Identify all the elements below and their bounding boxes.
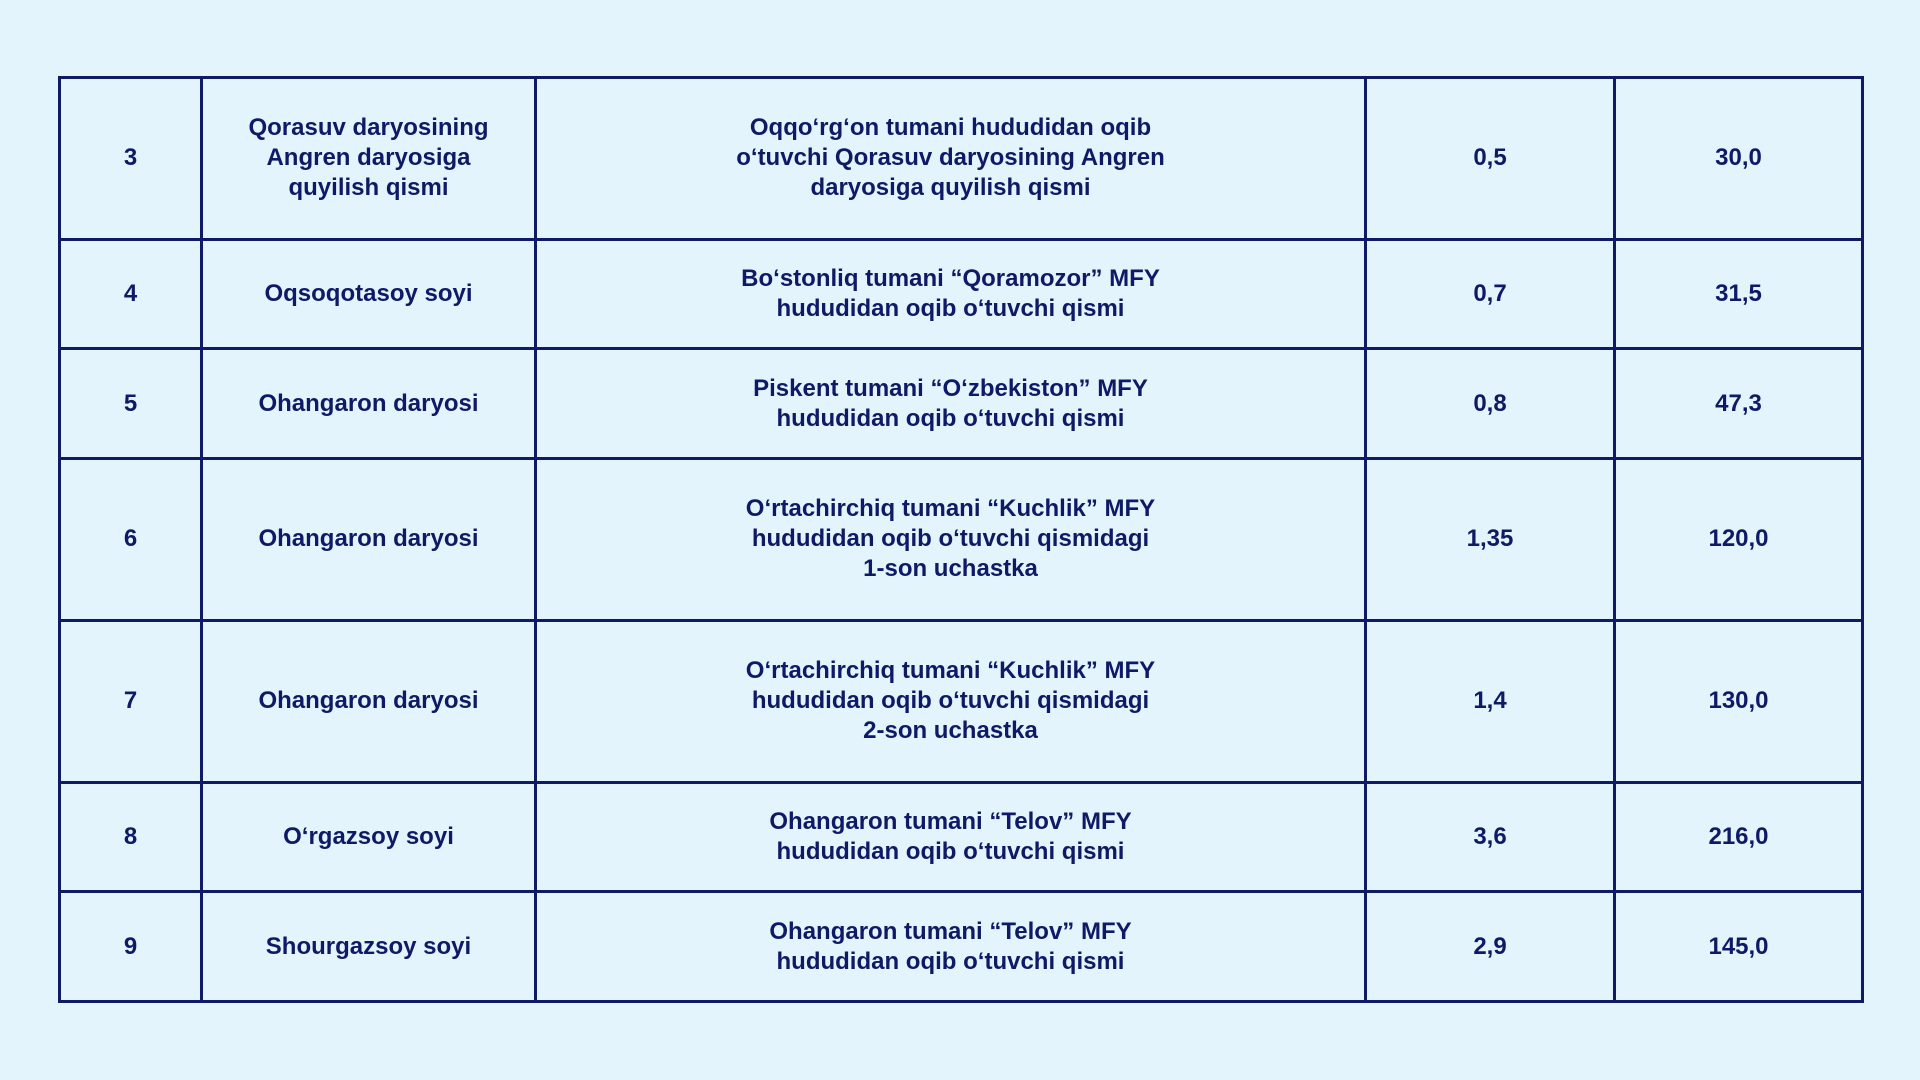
water-body-name-line: Angren daryosiga: [266, 144, 471, 172]
value-cell: 3,6: [1366, 782, 1615, 892]
location-cell: [536, 892, 1366, 1002]
amount-cell: 120,0: [1615, 459, 1863, 621]
row-number-cell: 3: [60, 78, 202, 240]
water-body-name-line: Qorasuv daryosining: [248, 114, 489, 142]
water-body-name-cell: [202, 892, 536, 1002]
location-line: hududidan oqib o‘tuvchi qismi: [776, 404, 1125, 432]
water-body-name-cell: [202, 239, 536, 349]
water-body-name-cell: [202, 349, 536, 459]
row-number-cell: 5: [60, 349, 202, 459]
location-cell: [536, 459, 1366, 621]
water-bodies-table: [58, 76, 1864, 1003]
location-line: o‘tuvchi Qorasuv daryosining Angren: [736, 144, 1165, 172]
table-row: [60, 782, 1863, 892]
location-cell: [536, 349, 1366, 459]
table-row: [60, 239, 1863, 349]
water-body-name-line: Ohangaron daryosi: [258, 525, 479, 553]
location-line: Piskent tumani “O‘zbekiston” MFY: [753, 374, 1148, 402]
location-line: Bo‘stonliq tumani “Qoramozor” MFY: [741, 265, 1160, 293]
amount-cell: 216,0: [1615, 782, 1863, 892]
water-body-name-cell: [202, 782, 536, 892]
value-cell: 1,4: [1366, 620, 1615, 782]
location-line: Ohangaron tumani “Telov” MFY: [769, 808, 1132, 836]
location-line: hududidan oqib o‘tuvchi qismi: [776, 947, 1125, 975]
value-cell: 0,5: [1366, 78, 1615, 240]
table-row: [60, 620, 1863, 782]
location-line: 2-son uchastka: [863, 717, 1038, 745]
amount-cell: 130,0: [1615, 620, 1863, 782]
location-line: hududidan oqib o‘tuvchi qismidagi: [751, 525, 1150, 553]
water-body-name-line: Ohangaron daryosi: [258, 389, 479, 417]
row-number-cell: 4: [60, 239, 202, 349]
location-line: Oqqo‘rg‘on tumani hududidan oqib: [749, 114, 1152, 142]
location-line: hududidan oqib o‘tuvchi qismi: [776, 838, 1125, 866]
value-cell: 0,8: [1366, 349, 1615, 459]
row-number-cell: 8: [60, 782, 202, 892]
location-cell: [536, 782, 1366, 892]
water-body-name-line: Shourgazsoy soyi: [265, 932, 472, 960]
water-body-name-line: Ohangaron daryosi: [258, 687, 479, 715]
water-body-name-line: O‘rgazsoy soyi: [283, 823, 454, 851]
amount-cell: 31,5: [1615, 239, 1863, 349]
table-row: [60, 349, 1863, 459]
row-number-cell: 6: [60, 459, 202, 621]
table-body: [60, 78, 1863, 1002]
row-number-cell: 9: [60, 892, 202, 1002]
amount-cell: 145,0: [1615, 892, 1863, 1002]
location-line: Ohangaron tumani “Telov” MFY: [769, 917, 1132, 945]
water-body-name-line: quyilish qismi: [288, 174, 449, 202]
value-cell: 1,35: [1366, 459, 1615, 621]
value-cell: 0,7: [1366, 239, 1615, 349]
table-row: [60, 892, 1863, 1002]
amount-cell: 30,0: [1615, 78, 1863, 240]
location-line: daryosiga quyilish qismi: [810, 174, 1091, 202]
location-line: hududidan oqib o‘tuvchi qismi: [776, 295, 1125, 323]
location-cell: [536, 78, 1366, 240]
water-body-name-cell: [202, 78, 536, 240]
location-cell: [536, 620, 1366, 782]
table-row: [60, 78, 1863, 240]
value-cell: 2,9: [1366, 892, 1615, 1002]
water-body-name-cell: [202, 620, 536, 782]
location-line: O‘rtachirchiq tumani “Kuchlik” MFY: [745, 657, 1156, 685]
water-body-name-line: Oqsoqotasoy soyi: [264, 280, 473, 308]
location-cell: [536, 239, 1366, 349]
amount-cell: 47,3: [1615, 349, 1863, 459]
location-line: O‘rtachirchiq tumani “Kuchlik” MFY: [745, 495, 1156, 523]
location-line: 1-son uchastka: [863, 555, 1038, 583]
location-line: hududidan oqib o‘tuvchi qismidagi: [751, 687, 1150, 715]
row-number-cell: 7: [60, 620, 202, 782]
table-row: [60, 459, 1863, 621]
water-body-name-cell: [202, 459, 536, 621]
